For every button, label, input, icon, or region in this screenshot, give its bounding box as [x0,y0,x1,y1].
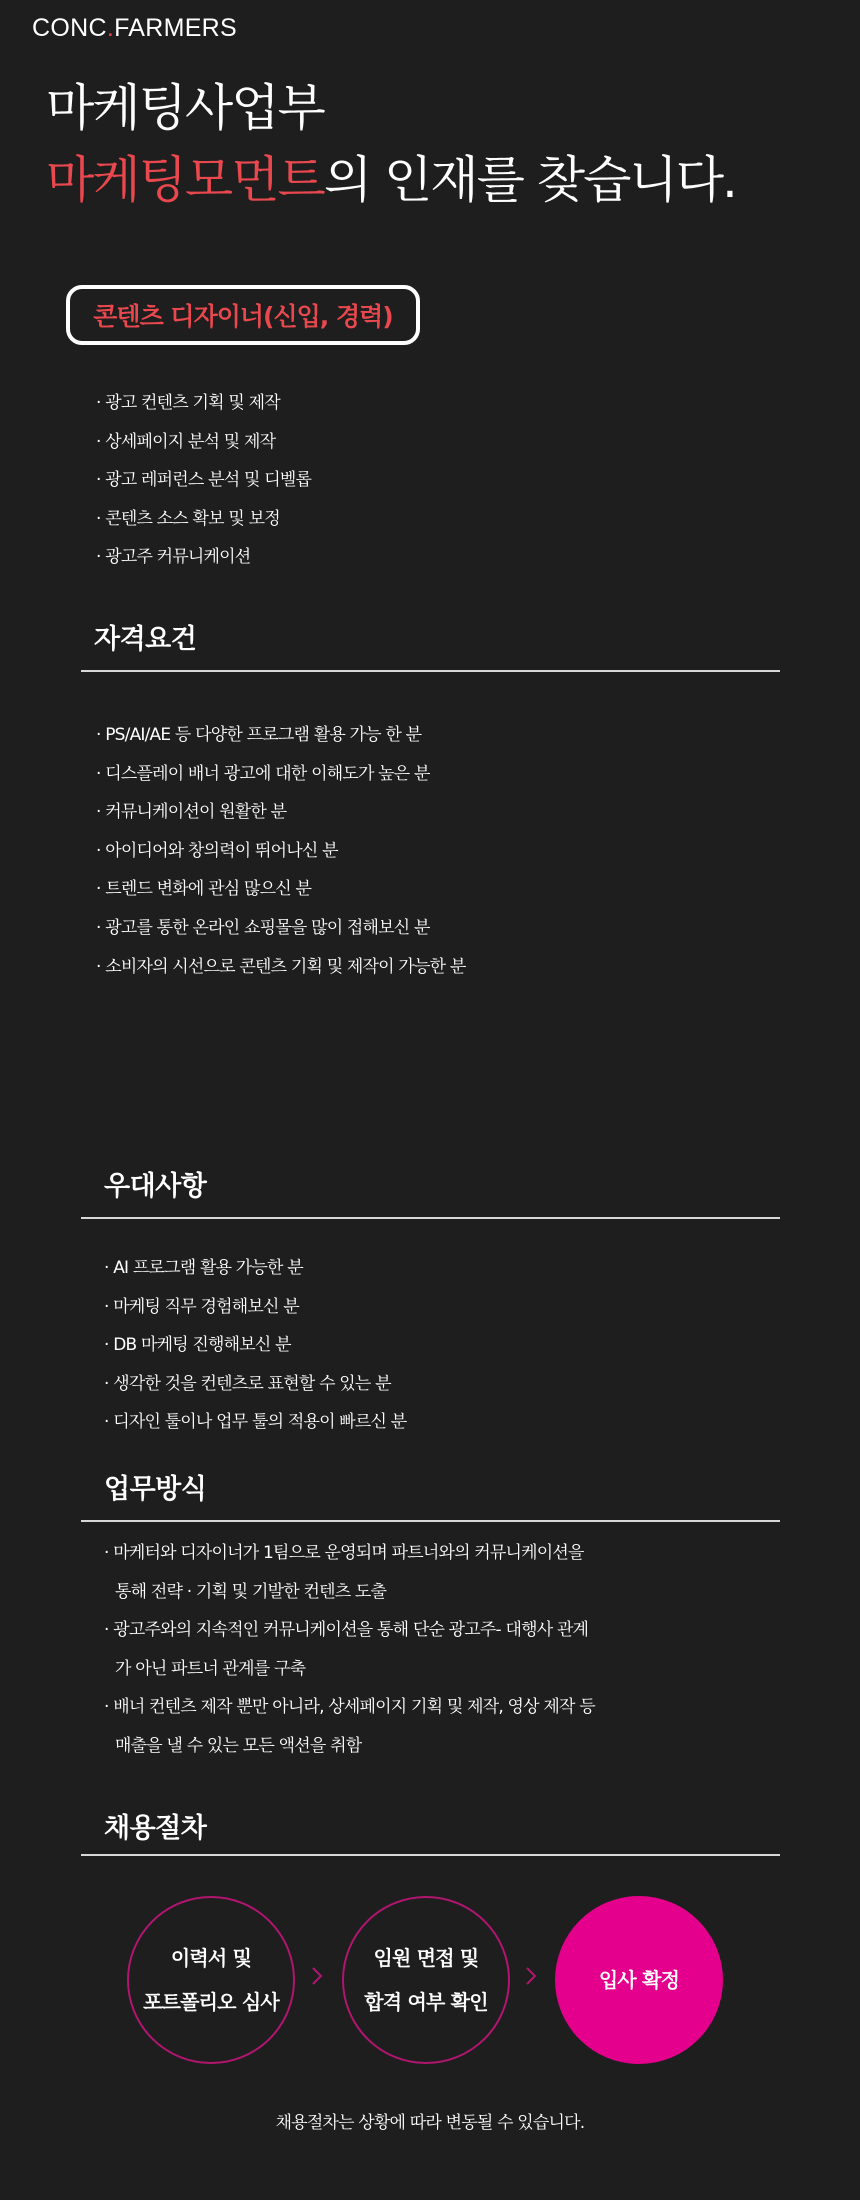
process-step-label: 임원 면접 및 합격 여부 확인 [364,1946,488,2014]
role-title: 콘텐츠 디자이너(신입, 경력) [93,302,393,331]
work-style-bullet-2-line-2: 가 아닌 파트너 관계를 구축 [115,1659,306,1679]
duty-item: · 상세페이지 분석 및 제작 [96,431,276,452]
preferred-item: · 디자인 툴이나 업무 툴의 적용이 빠르신 분 [104,1412,407,1433]
duties-list [96,384,311,577]
qualifications-heading: 자격요건 [94,624,197,655]
chevron-right-icon [524,1964,538,1988]
work-style-divider [81,1520,780,1522]
logo-text-left: CONC [32,14,107,42]
qualification-item: · 디스플레이 배너 광고에 대한 이해도가 높은 분 [96,763,430,784]
process-step-interview [342,1896,510,2064]
logo-text-right: FARMERS [114,14,238,42]
role-title-box [66,285,420,345]
qualification-item: · 커뮤니케이션이 원활한 분 [96,802,287,823]
process-heading: 채용절차 [104,1813,207,1844]
qualification-item: · 소비자의 시선으로 콘텐츠 기획 및 제작이 가능한 분 [96,956,466,977]
duty-item: · 광고주 커뮤니케이션 [96,547,251,568]
work-style-bullet-3-line-2: 매출을 낼 수 있는 모든 액션을 취함 [115,1736,362,1756]
qualification-item: · PS/AI/AE 등 다양한 프로그램 활용 가능 한 분 [96,725,422,745]
preferred-item: · 마케팅 직무 경험해보신 분 [104,1296,299,1317]
hero-accent-text: 마케팅모먼트 [46,151,324,209]
work-style-bullet-1-line-1: · 마케터와 디자이너가 1팀으로 운영되며 파트너와의 커뮤니케이션을 [104,1543,584,1563]
preferred-heading: 우대사항 [104,1171,207,1202]
process-step-resume-review [127,1896,295,2064]
brand-logo [32,14,237,43]
process-step-label: 이력서 및 포트폴리오 심사 [143,1946,279,2014]
duty-item: · 콘텐츠 소스 확보 및 보정 [96,508,280,529]
process-step-label: 입사 확정 [598,1968,680,1992]
qualification-item: · 아이디어와 창의력이 뛰어나신 분 [96,840,338,861]
qualification-item: · 트렌드 변화에 관심 많으신 분 [96,879,312,900]
preferred-divider [81,1217,780,1219]
work-style-bullet-2-line-1: · 광고주와의 지속적인 커뮤니케이션을 통해 단순 광고주- 대행사 관계 [104,1620,589,1640]
hero-line-1: 마케팅사업부 [46,79,324,137]
duty-item: · 광고 컨텐츠 기획 및 제작 [96,393,280,413]
process-divider [81,1854,780,1856]
hero-headline [46,72,736,216]
hero-rest-text: 의 인재를 찾습니다. [323,151,736,209]
qualifications-list [96,716,466,986]
preferred-list [104,1249,406,1442]
qualifications-divider [81,670,780,672]
preferred-item: · DB 마케팅 진행해보신 분 [104,1335,291,1356]
process-step-hired [555,1896,723,2064]
preferred-item: · AI 프로그램 활용 가능한 분 [104,1258,303,1278]
qualification-item: · 광고를 통한 온라인 쇼핑몰을 많이 접해보신 분 [96,917,430,938]
chevron-right-icon [310,1964,324,1988]
preferred-item: · 생각한 것을 컨텐츠로 표현할 수 있는 분 [104,1373,391,1394]
hero-line-2 [46,144,736,216]
duty-item: · 광고 레퍼런스 분석 및 디벨롭 [96,470,312,491]
work-style-bullet-3-line-1: · 배너 컨텐츠 제작 뿐만 아니라, 상세페이지 기획 및 제작, 영상 제작 등 [104,1697,595,1717]
work-style-bullet-1-line-2: 통해 전략 · 기획 및 기발한 컨텐츠 도출 [115,1582,387,1602]
work-style-heading: 업무방식 [104,1474,207,1505]
process-note: 채용절차는 상황에 따라 변동될 수 있습니다. [275,2113,585,2133]
logo-dot: . [106,14,115,42]
